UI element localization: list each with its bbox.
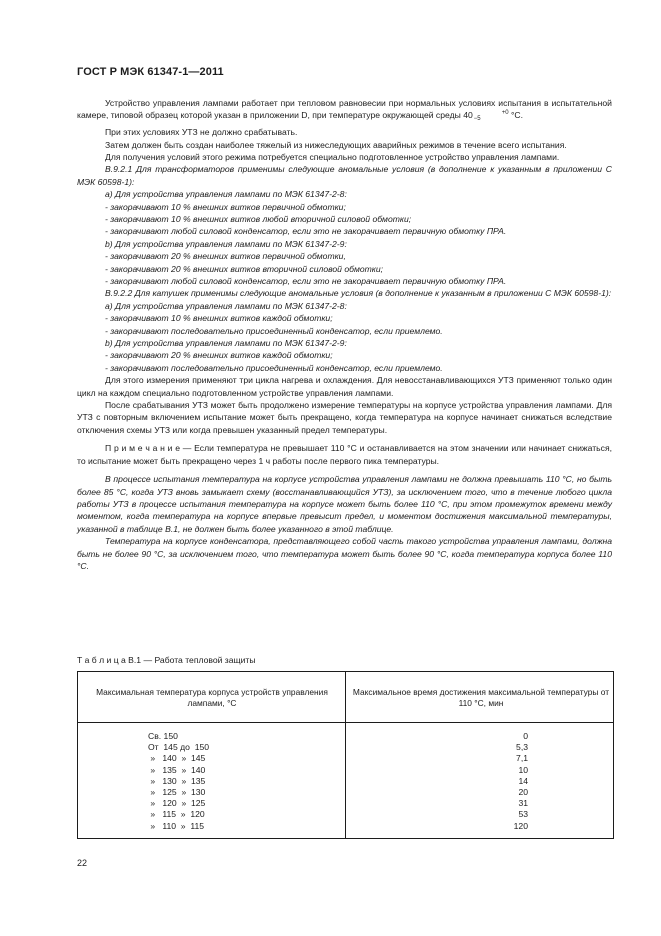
table-body: [78, 731, 613, 832]
table-row: [78, 821, 613, 832]
table-row: [78, 765, 613, 776]
list-item: - закорачивают 20 % внешних витков каждой обмотки;: [105, 350, 333, 361]
note-text: Если температура не превышает 110 °С и останавливается на этом значении или начинает снижаться, то испытание может быть прекращено через 1 ч работы после первого пика температуры.: [77, 443, 612, 466]
table-row: [78, 787, 613, 798]
table-row: [78, 798, 613, 809]
column-header-temperature: Максимальная температура корпуса устройств управления лампами, °С: [96, 687, 328, 708]
clause-b922: В.9.2.2 Для катушек применимы следующие аномальные условия (в дополнение к указанным в приложении С МЭК 60598-1):: [105, 288, 612, 299]
note: [77, 442, 612, 467]
table-row: [78, 776, 613, 787]
paragraph: После срабатывания УТЗ может быть продолжено измерение температуры на корпусе устройства управления лампами. Для УТЗ с повторным включением испытание может быть прекращено, когда температура на корпусе начинает снижаться вследствие отключения схемы УТЗ или когда превышен указанный предел температуры.: [77, 400, 612, 435]
temperature-range: » 130 » 135: [148, 775, 206, 786]
time-value: 120: [513, 820, 528, 831]
list-item: - закорачивают 10 % внешних витков первичной обмотки;: [105, 201, 346, 212]
paragraph: Устройство управления лампами работает при тепловом равновесии при нормальных условиях испытания в испытательной камере, типовой образец которой указан в приложении D, при температуре окружающей среды 40 +0 −5 °С.: [77, 98, 612, 123]
temperature-range: От 145 до 150: [148, 742, 210, 753]
list-item: - закорачивают 10 % внешних витков любой вторичной силовой обмотки;: [105, 213, 412, 224]
document-body: [77, 97, 612, 572]
temperature-range: » 140 » 145: [148, 753, 206, 764]
list-item: - закорачивают 20 % внешних витков вторичной силовой обмотки;: [105, 263, 384, 274]
temperature-range: » 120 » 125: [148, 798, 206, 809]
time-value: 10: [518, 764, 528, 775]
list-item: a) Для устройства управления лампами по МЭК 61347-2-8:: [105, 300, 347, 311]
time-value: 0: [523, 731, 528, 741]
time-value: 31: [518, 798, 528, 809]
paragraph: В процессе испытания температура на корпусе устройства управления лампами не должна превышать 110 °С, но быть более 85 °С, когда УТЗ вновь замыкает схему (восстанавливающийся УТЗ), за исключением того, что в течение любого цикла работы УТЗ в процессе испытания температура на корпусе может быть более 110 °С, при этом промежуток времени между моментом, когда температура на корпусе впервые превысит предел, и моментом достижения максимальной температуры, указанной в таблице В.1, не должен быть более указанного в этой таблице.: [77, 474, 612, 534]
table-row: [78, 809, 613, 820]
list-item: - закорачивают любой силовой конденсатор, если это не закорачивает первичную обмотку ПРА.: [105, 226, 507, 237]
paragraph: Затем должен быть создан наиболее тяжелый из нижеследующих аварийных режимов в течение всего испытания.: [105, 139, 567, 150]
time-value: 53: [518, 809, 528, 820]
note-label: П р и м е ч а н и е —: [105, 443, 192, 454]
list-item: - закорачивают 20 % внешних витков первичной обмотки,: [105, 251, 346, 262]
paragraph: Температура на корпусе конденсатора, представляющего собой часть такого устройства управления лампами, должна быть не более 90 °С, за исключением того, что температура может быть более 90 °С, когда температура корпуса более 110 °С.: [77, 536, 612, 571]
temperature-range: » 125 » 130: [148, 786, 206, 797]
time-value: 5,3: [516, 742, 528, 753]
paragraph: Для этого измерения применяют три цикла нагрева и охлаждения. Для невосстанавливающихся УТЗ применяют только один цикл на каждом специально подготовленном устройстве управления лампами.: [77, 375, 612, 398]
temperature-tolerance: +0 −5: [473, 110, 509, 123]
paragraph: При этих условиях УТЗ не должно срабатывать.: [105, 127, 298, 138]
table-row: [78, 731, 613, 742]
time-value: 14: [518, 775, 528, 786]
list-item: - закорачивают 10 % внешних витков каждой обмотки;: [105, 313, 333, 324]
clause-b921: В.9.2.1 Для трансформаторов применимы следующие аномальные условия (в дополнение к указанным в приложении С МЭК 60598-1):: [77, 164, 612, 187]
thermal-protection-table: [77, 671, 614, 839]
list-item: b) Для устройства управления лампами по МЭК 61347-2-9:: [105, 338, 347, 349]
column-header-time: Максимальное время достижения максимальной температуры от 110 °С, мин: [352, 687, 610, 708]
table-title: Т а б л и ц а В.1 — Работа тепловой защиты: [77, 655, 256, 665]
temperature-range: » 135 » 140: [148, 764, 206, 775]
time-value: 7,1: [516, 753, 528, 764]
document-header: ГОСТ Р МЭК 61347-1—2011: [77, 66, 224, 78]
list-item: b) Для устройства управления лампами по МЭК 61347-2-9:: [105, 238, 347, 249]
table-row: [78, 742, 613, 753]
list-item: - закорачивают последовательно присоединенный конденсатор, если приемлемо.: [105, 325, 443, 336]
paragraph: Для получения условий этого режима потребуется специально подготовленное устройство управления лампами.: [105, 151, 560, 162]
page-number: 22: [77, 858, 88, 868]
time-value: 20: [518, 786, 528, 797]
list-item: - закорачивают последовательно присоединенный конденсатор, если приемлемо.: [105, 362, 443, 373]
temperature-range: » 115 » 120: [148, 809, 205, 820]
temperature-range: » 110 » 115: [148, 820, 205, 831]
list-item: a) Для устройства управления лампами по МЭК 61347-2-8:: [105, 189, 347, 200]
list-item: - закорачивают любой силовой конденсатор, если это не закорачивает первичную обмотку ПРА.: [105, 276, 507, 287]
temperature-range: Св. 150: [148, 731, 178, 741]
table-row: [78, 753, 613, 764]
